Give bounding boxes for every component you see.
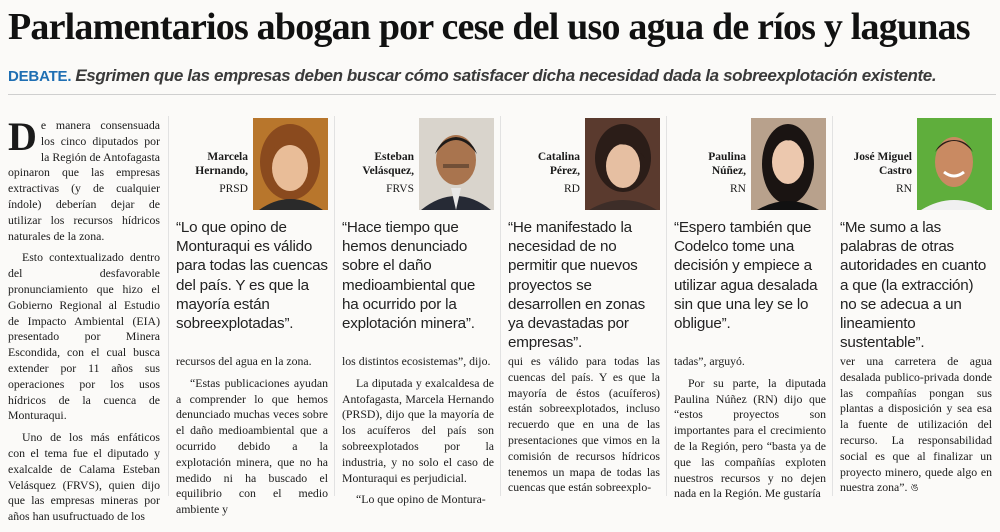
header-rule <box>8 94 996 95</box>
body-paragraph: qui es válido para todas las cuencas del país. Y es que la mayoría de éstos (acuíferos) están sobreexplotados, incluso recuerdo que en una de las presentaciones que vimos en la comisión de recursos hídricos tenemos un mapa de todas las cuencas que están sobreexplo- <box>508 354 660 495</box>
column-divider <box>334 116 335 496</box>
body-paragraph <box>840 354 992 496</box>
portrait-marcela-hernando <box>253 118 328 210</box>
body-paragraph: Por su parte, la diputada Paulina Núñez (RN) dijo que “estos proyectos son importantes para el crecimiento de la Región, pero “basta ya de que las compañías exploten nuestros recursos y no dejen nada en la Región. Me gustaría <box>674 375 826 501</box>
article-body-column <box>342 354 494 514</box>
intro-paragraph: e manera consensuada los cinco diputados por la Región de Antofagasta opinaron que las empresas extractivas (y de cualquier índole) deberían dejar de utilizar los recursos hídricos naturales de la zona. <box>8 118 160 243</box>
deputy-quote: “Espero también que Codelco tome una decisión y empiece a utilizar agua desalada sin que una ley se lo obligue”. <box>674 219 818 333</box>
deputy-quote: “He manifestado la necesidad de no permitir que nuevos proyectos se desarrollen en zonas ya devastadas por empresas”. <box>508 219 645 352</box>
article-body-column <box>176 354 328 524</box>
body-paragraph: La diputada y exalcaldesa de Antofagasta, Marcela Hernando (PRSD), dijo que la mayoría de los acuíferos del país son sobreexplotados por la industria, y no solo el caso de Monturaqui es perjudicial. <box>342 375 494 485</box>
deputy-name: Marcela Hernando, <box>195 151 248 177</box>
portrait-esteban-velasquez <box>419 118 494 210</box>
body-paragraph: “Lo que opino de Montura- <box>356 492 486 507</box>
portrait-paulina-nunez <box>751 118 826 210</box>
column-divider <box>500 116 501 496</box>
intro-paragraph: Esto contextualizado dentro del desfavorable pronunciamiento que hizo el Gobierno Regional al Estudio de Impacto Ambiental (EIA) presentado por Minera Escondida, con el cual busca extender por 11 años sus operaciones por los usos hídricos de la cuenca de Monturaqui. <box>8 250 160 423</box>
deputy-party: FRVS <box>386 183 414 195</box>
portrait-catalina-perez <box>585 118 660 210</box>
column-divider <box>168 116 169 496</box>
deputy-party: RN <box>896 183 912 195</box>
deputy-column-perez <box>508 118 660 352</box>
deputy-column-hernando <box>176 118 328 333</box>
deputy-party: RD <box>564 183 580 195</box>
deputy-column-castro <box>840 118 992 352</box>
deck-tag: DEBATE. <box>8 68 72 85</box>
article-body-column <box>840 354 992 502</box>
column-divider <box>832 116 833 496</box>
body-paragraph: los distintos ecosistemas”, dijo. <box>342 354 491 368</box>
deputy-party: PRSD <box>219 183 248 195</box>
deck-text: Esgrimen que las empresas deben buscar cómo satisfacer dicha necesidad dada la sobreexplotación existente. <box>75 66 937 85</box>
body-paragraph: tadas”, arguyó. <box>674 354 745 368</box>
deputy-name: Catalina Pérez, <box>537 151 580 177</box>
deputy-quote: “Hace tiempo que hemos denunciado sobre el daño medioambiental que ha ocurrido por la explotación minera”. <box>342 219 476 333</box>
column-divider <box>666 116 667 496</box>
body-text: ver una carretera de agua desalada publico-privada donde las compañías pongan sus plantas a disposición y sea esa la fuente de utilización del recurso. La responsabilidad social es que al finalizar un proyecto minero, quede algo en nuestra zona”. <box>840 354 992 495</box>
end-of-article-mark: ঙ <box>910 481 919 495</box>
deputy-party: RN <box>730 183 746 195</box>
article-body-column <box>674 354 826 508</box>
deputy-name: Esteban Velásquez, <box>362 151 414 177</box>
intro-column <box>8 114 160 531</box>
drop-cap: D <box>8 114 37 159</box>
intro-paragraph: Uno de los más enfáticos con el tema fue el diputado y exalcalde de Calama Esteban Velásquez (FRVS), quien dijo que las empresas mineras por años han usufructuado de los <box>8 430 160 524</box>
article-body-column <box>508 354 660 502</box>
headline: Parlamentarios abogan por cese del uso agua de ríos y lagunas <box>8 6 970 48</box>
portrait-jose-miguel-castro <box>917 118 992 210</box>
body-paragraph: recursos del agua en la zona. <box>176 354 312 368</box>
deputy-name: Paulina Núñez, <box>708 151 746 177</box>
deputy-quote: “Me sumo a las palabras de otras autoridades en cuanto a que (la extracción) no se adecua a un lineamiento sustentable”. <box>840 219 987 352</box>
deputy-column-nunez <box>674 118 826 333</box>
deputy-quote: “Lo que opino de Monturaqui es válido para todas las cuencas del país. Y es que la mayoría están sobreexplotadas”. <box>176 219 328 333</box>
deck <box>8 64 998 89</box>
body-paragraph: “Estas publicaciones ayudan a comprender lo que hemos denunciado muchas veces sobre el daño medioambiental que a ocurrido debido a la explotación minera, que no ha medido ni ha buscado el equilibrio con el medio ambiente y <box>176 375 328 517</box>
deputy-column-velasquez <box>342 118 494 333</box>
deputy-name: José Miguel Castro <box>853 151 912 177</box>
